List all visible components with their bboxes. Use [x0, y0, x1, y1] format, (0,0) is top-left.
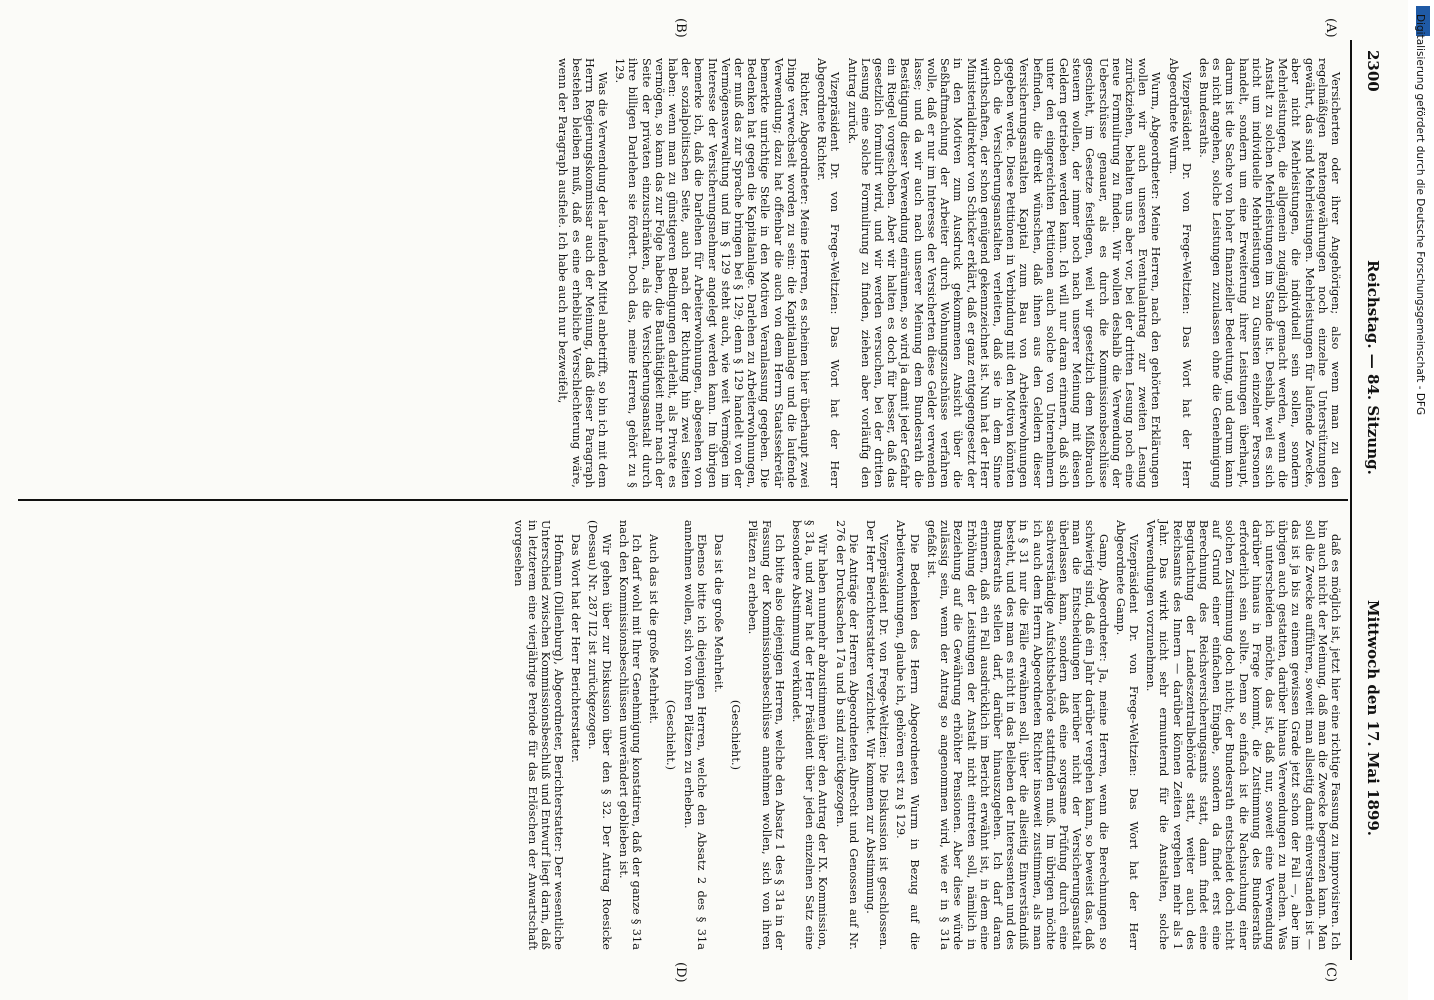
digitization-credit	[1412, 10, 1430, 990]
page-number: 2300	[1364, 50, 1382, 92]
column-divider	[18, 499, 1348, 501]
margin-mark-b: (B)	[673, 18, 688, 38]
paragraph: Richter, Abgeordneter: Meine Herren, es scheinen hier überhaupt zwei Dinge verwechselt worden zu sein: die Kapitalanlage und die laufende Verwendung; dazu hat offenbar die auch von dem Herrn Staatssekretär bemerkte unrichtige Stelle in den Motiven Veranlassung gegeben. Die Bedenken hat gegen die Kapitalanlage. Darlehen zu Arbeiterwohnungen, der muß das zur Sprache bringen bei § 129; denn § 129 handelt von der Vermögensverwaltung und im § 129 steht auch, wie weit Vermögen im Interesse der Versicherungsnehmer angelegt werden kann. Im übrigen bemerke ich, daß die Darlehen für Arbeiterwohnungen, abgesehen von der sozialpolitischen Seite, auch nach der Richtung hin zwei Seiten haben: wenn man zu günstigeren Bedingungen darleiht, als Private es vermögen, so kann das zur Folge haben, die Bauthätigkeit mehr nach der Seite der privaten einzuschränken, als die Versicherungsanstalt durch ihre billigen Darlehen sie fördert. Doch das, meine Herren, gehört zu § 129.	[613, 58, 812, 488]
left-column	[552, 58, 1342, 488]
session-title: Reichstag. — 84. Sitzung.	[1364, 260, 1382, 475]
paragraph: (Geschieht.)	[664, 699, 678, 771]
credit-text: Digitalisierung gefördert durch die Deutsche Forschungsgemeinschaft - DFG	[1414, 14, 1426, 416]
margin-mark-d: (D)	[673, 962, 688, 983]
right-column	[508, 520, 1342, 950]
paragraph: Ich darf wohl mit Ihrer Genehmigung konstatiren, daß der ganze § 31a nach den Kommissionsbeschlüssen unverändert geblieben ist.	[616, 520, 644, 950]
paragraph: Ebenso bitte ich diejenigen Herren, welche den Absatz 2 des § 31a annehmen wollen, sich von ihren Plätzen zu erheben.	[681, 520, 708, 950]
paragraph: Gamp, Abgeordneter: Ja, meine Herren, wenn die Berechnungen so schwierig sind, daß ein Jahr darüber vergehen kann, so beweist das, daß man die Entscheidungen hierüber nicht der Versicherungsanstalt überlassen kann, sondern daß eine sorgsame Prüfung durch eine sachverständige Aufsichtsbehörde stattfinden muß. Im übrigen möchte ich auch dem Herrn Abgeordneten Richter insoweit zustimmen, als man in § 31 nur die Fälle erwähnen soll, über die allseitig Einverständniß besteht, und des man es nicht in das Belieben der Interessenten und des Bundesraths stellen darf, darüber hinauszugehen. Ich darf daran erinnern, daß ein Fall ausdrücklich im Bericht erwähnt ist, in dem eine Erhöhung der Leistungen der Anstalt nicht eintreten soll, nämlich in Beziehung auf die Gewährung erhöhter Pensionen. Aber diese würde zulässig sein, wenn der Antrag so angenommen wird, wie er in § 31a gefaßt ist.	[924, 520, 1110, 950]
paragraph: Hofmann (Dillenburg), Abgeordneter, Berichterstatter: Der wesentliche Unterschied zwischen Kommissionsbeschluß und Entwurf liegt darin, daß in letzterem eine vierjährige Periode für das Erlöschen der Anwartschaft vorgesehen	[512, 520, 566, 950]
margin-mark-a: (A)	[1323, 18, 1338, 38]
paragraph: Vizepräsident Dr. von Frege-Weltzien: Das Wort hat der Herr Abgeordnete Richter.	[815, 58, 842, 488]
paragraph: Wir haben nunmehr abzustimmen über den Antrag der IX. Kommission, § 31a, und zwar hat der Herr Präsident über jeden einzelnen Satz eine besondere Abstimmung verkündet.	[790, 520, 830, 950]
paragraph: Was die Verwendung der laufenden Mittel anbetrifft, so bin ich mit dem Herrn Regierungskommissar auch der Meinung, daß dieser Paragraph bestehen bleiben muß, daß es eine erhebliche Verschlechterung wäre, wenn der Paragraph ausfiele. Ich habe auch nur bezweifelt,	[556, 58, 610, 488]
margin-mark-c: (C)	[1323, 962, 1338, 983]
paragraph: Das Wort hat der Herr Berichterstatter.	[569, 534, 583, 763]
paragraph: Auch das ist die große Mehrheit.	[647, 534, 661, 724]
paragraph: Die Bedenken des Herrn Abgeordneten Wurm in Bezug auf die Arbeiterwohnungen, glaube ich, gehören erst zu § 129.	[894, 520, 921, 950]
paragraph: Wurm, Abgeordneter: Meine Herren, nach den gehörten Erklärungen wollen wir auch unseren Eventualantrag zur zweiten Lesung zurückziehen, behalten uns aber vor, bei der dritten Lesung noch eine neue Formulirung zu finden. Wir wollen deshalb die Verwendung der Ueberschüsse genauer, als es durch die Kommissionsbeschlüsse geschieht, im Gesetze festlegen, weil wir gesetzlich dem Mißbrauch steuern wollen, der immer noch nach unserer Meinung mit diesen Geldern getrieben werden kann. Ich will nur daran erinnern, daß sich unter den eingereichten Petitionen auch solche von Unternehmern befinden, die direkt wünschen, daß ihnen aus den Geldern dieser Versicherungsanstalten Kapital zum Bau von Arbeiterwohnungen gegeben werde. Diese Petitionen in Verbindung mit den Motiven könnten doch die Versicherungsanstalten verleiten, daß sie in dem Sinne wirthschaften, der schon genügend gekennzeichnet ist. Nun hat der Herr Ministerialdirektor von Schicker erklärt, daß er ganz entgegengesetzt der in den Motiven zum Ausdruck gekommenen Ansicht über die Seßhaftmachung der Arbeiter durch Wohnungszuschüsse verfahren wolle, daß er nur im Interesse der Versicherten diese Gelder verwenden lasse; und da wir auch nach unserer Meinung dem Bundesrath die Bestätigung dieser Verwendung einräumen, so wird ja damit jeder Gefahr ein Riegel vorgeschoben. Aber wir halten es doch für besser, daß das gesetzlich formulirt wird, und wir werden versuchen, bei der dritten Lesung eine solche Formulirung zu finden, ziehen aber vorläufig den Antrag zurück.	[845, 58, 1163, 488]
page-header	[1354, 40, 1394, 960]
paragraph: Wir gehen über zur Diskussion über den § 32. Der Antrag Roesicke (Dessau) Nr. 287 II2 ist zurückgezogen.	[586, 520, 613, 950]
paragraph: Das ist die große Mehrheit.	[712, 534, 726, 693]
paragraph: Versicherten oder ihrer Angehörigen; also wenn man zu den regelmäßigen Rentengewährungen noch einzelne Unterstützungen gewährt, das sind Mehrleistungen. Mehrleistungen für laufende Zwecke, aber nicht Mehrleistungen, die individuell sein sollen, sondern Mehrleistungen, die allgemein zugänglich gemacht werden, wenn die Anstalt zu solchen Mehrleistungen im Stande ist. Deshalb, weil es sich nicht um individuelle Mehrleistungen zu Gunsten einzelner Personen handelt, sondern um eine Erweiterung ihrer Leistungen überhaupt, darum ist die Sache von hoher finanzieller Bedeutung, und darum kann es nicht angehen, solche Leistungen zuzulassen ohne die Genehmigung des Bundesraths.	[1196, 58, 1342, 488]
header-rule	[1350, 40, 1352, 960]
session-date: Mittwoch den 17. Mai 1899.	[1364, 600, 1382, 837]
paragraph: daß es möglich ist, jetzt hier eine richtige Fassung zu improvisiren. Ich bin auch nicht der Meinung, daß man die Zwecke begrenzen kann. Man soll die Zwecke aufführen, soweit man allseitig damit einverstanden ist — das ist ja bis zu einem gewissen Grade jetzt schon der Fall —, aber im übrigen auch gestatten, darüber hinaus Verwendungen zu machen. Was ich unterscheiden möchte, das ist, daß nur, soweit eine Verwendung darüber hinaus in Frage kommt, die Zustimmung des Bundesraths erforderlich sein sollte. Denn so einfach ist die Nachsuchung einer solchen Zustimmung doch nicht; der Bundesrath entscheidet doch nicht auf Grund einer einfachen Eingabe, sondern da findet erst eine Berechnung des Reichsversicherungsamts statt, dann findet eine Begutachtung der Landeszentralbehörde statt, weiter auch des Reichsamts des Innern — darüber können Zeiten vergehen mehr als 1 Jahr. Das wirkt nicht sehr ermunternd für die Anstalten, solche Verwendungen vorzunehmen.	[1144, 520, 1342, 950]
paragraph: Vizepräsident Dr. von Frege-Weltzien: Das Wort hat der Herr Abgeordnete Wurm.	[1166, 58, 1193, 488]
paragraph: Ich bitte also diejenigen Herren, welche den Absatz 1 des § 31a in der Fassung der Kommissionsbeschlüsse annehmen wollen, sich von ihren Plätzen zu erheben.	[746, 520, 786, 950]
paragraph: Vizepräsident Dr. von Frege-Weltzien: Das Wort hat der Herr Abgeordnete Gamp.	[1113, 520, 1140, 950]
paragraph: Vizepräsident Dr. von Frege-Weltzien: Die Diskussion ist geschlossen. Der Herr Berichterstatter verzichtet. Wir kommen zur Abstimmung.	[864, 520, 891, 950]
paragraph: Die Anträge der Herren Abgeordneten Albrecht und Genossen auf Nr. 276 der Drucksachen 17a und b sind zurückgezogen.	[833, 520, 860, 950]
paragraph: (Geschieht.)	[729, 699, 743, 771]
